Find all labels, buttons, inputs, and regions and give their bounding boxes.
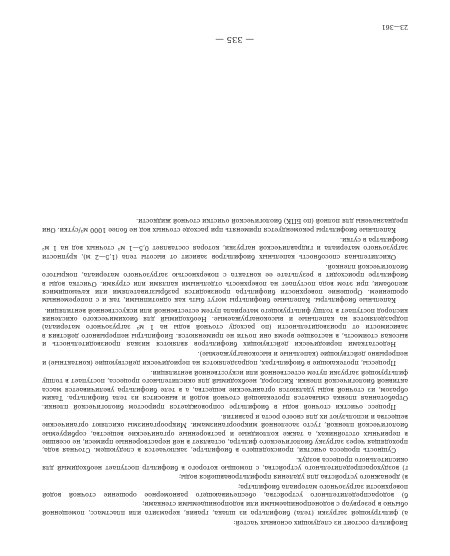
list-item: б) водораспределительного устройства, обеспечивающего равномерное орошение сточной водой поверхности загрузочного материала биофильтра; <box>42 482 408 498</box>
paragraph: Сущность процесса очистки, происходящего в биофильтре, заключается в следующем. Сточная вода, проходящая через загрузку биологического фильтра, оставляет в ней нерастворенные примеси, не осевшие в первичных отстойниках, а также коллоидные и растворенные органические вещества, сорбируемые биологической пленкой, густо заселенной микроорганизмами. Микроорганизмы окисляют органические вещества и используют их для своего роста и развития. <box>42 412 408 454</box>
list-item: г) воздухораспределительного устройства, с помощью которого в биофильтр поступает необходимый для окислительного процесса воздух. <box>42 455 408 471</box>
paragraph: Процессы, протекающие в биофильтрах, подразделяются на периодически действующие (контактные) и непрерывно действующие (капельные и высоконагружаемые). <box>42 350 408 366</box>
list-item: а) фильтрующей загрузки (тела) биофильтра из шлака, гравия, керамзита или пластмасс, помещенной обычно в резервуар с водонепроницаемыми или водопроницаемыми стенками; <box>42 500 408 516</box>
paragraph: Капельные биофильтры рекомендуется применять при расходе сточных вод не более 1000 м³/сутки. Они предназначены для полной (по БПК) биологической очистки сточной жидкости. <box>42 217 408 233</box>
paragraph: Недостатками периодически действующих биофильтров являются низкая производительность и высокая стоимость, в настоящее время они почти не применяются. Биофильтры непрерывного действия в зависимости от производительности (по расходу сточной воды на 1 м³ загрузочного материала) подразделяются на капельные и высоконагружаемые. Необходимый для биохимического окисления кислород поступает в толщу фильтрующего материала путем естественной или искусственной вентиляции. <box>42 306 408 348</box>
paragraph: Процесс очистки сточной воды в биофильтре сопровождается приростом биологической пленки. Отработанная пленка смывается протекающей сточной водой и выносится из тела биофильтра. Таким образом, из сточной воды удаляются органические вещества, а в теле биофильтра увеличивается масса активной биологической пленки. Кислород, необходимый для окислительного процесса, поступает в толщу фильтрующей загрузки путем естественной или искусственной вентиляции. <box>42 369 408 410</box>
page-number: — 335 — <box>215 34 254 44</box>
body-text <box>42 214 408 526</box>
paragraph: Окислительная способность капельных биофильтров зависит от высоты тела (1,5—2 м), крупности загрузочного материала и гидравлической нагрузки, которая составляет 0,5—1 м³ сточных вод на 1 м² биофильтра в сутки. <box>42 236 408 260</box>
paragraph: Биофильтр состоит из следующих основных частей: <box>233 519 408 526</box>
paragraph: Капельные биофильтры. Капельные биофильтры могут быть как однотипными, так и с попеременным орошением. Орошение поверхности биофильтра производится разбрызгивателями или качающимися желобами, при этом вода поступает на поверхность отдельными каплями или струями. Очистка воды в биофильтре происходит в результате ее контакта с поверхностью загрузочного материала, покрытого биологической пленкой. <box>42 263 408 304</box>
footnote: 23—361 <box>381 23 408 30</box>
list-item: в) дренажного устройства для удаления профильтровавшейся воды; <box>178 473 408 481</box>
